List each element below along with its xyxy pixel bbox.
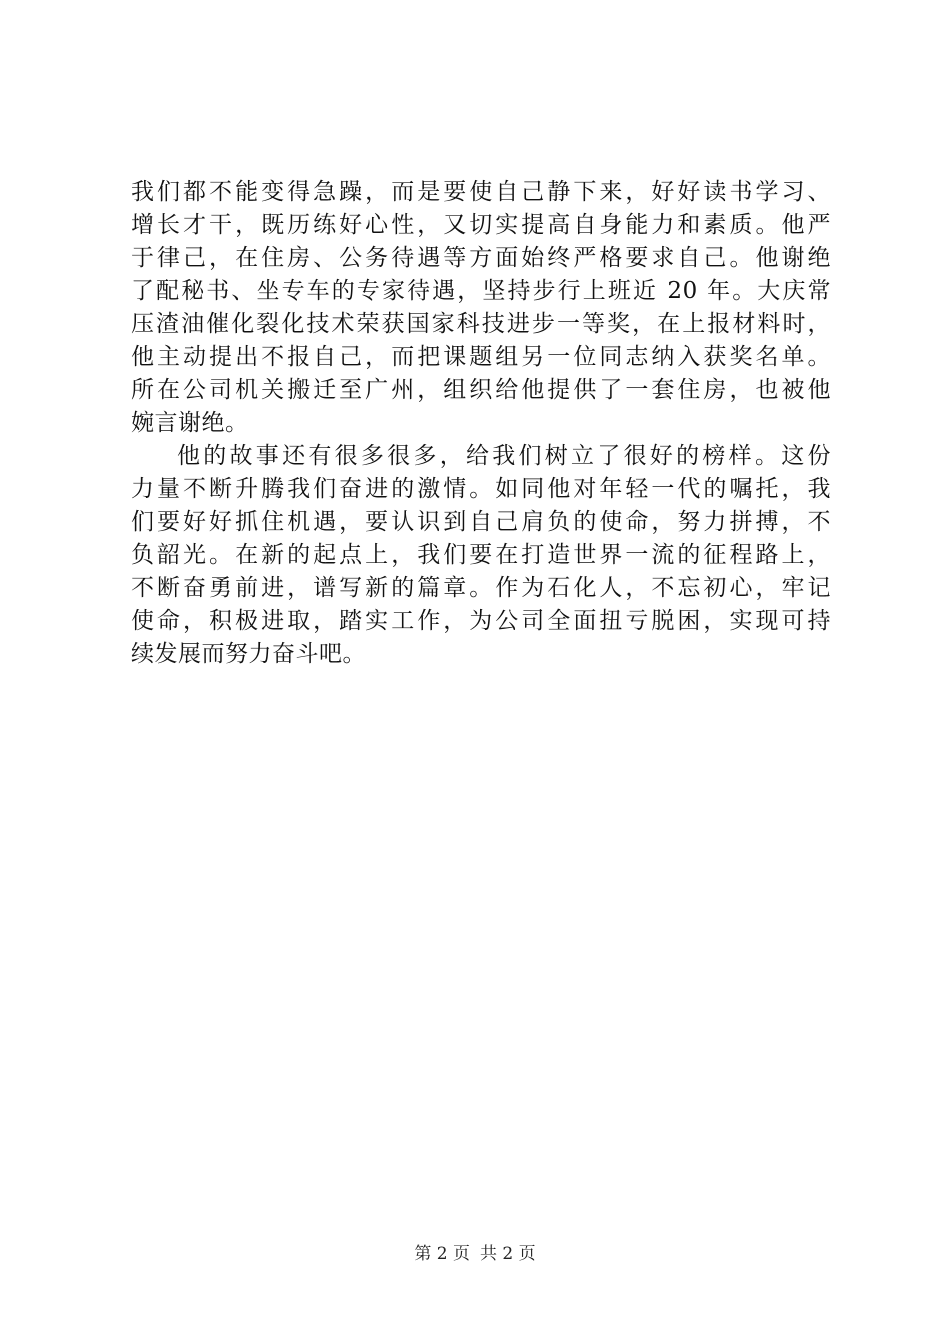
text-line: 负韶光。在新的起点上，我们要在打造世界一流的征程路上， bbox=[131, 542, 831, 568]
text-line: 婉言谢绝。 bbox=[131, 410, 249, 436]
page-total: 共 2 页 bbox=[480, 1244, 536, 1264]
text-line: 使命，积极进取，踏实工作，为公司全面扭亏脱困，实现可持 bbox=[131, 608, 831, 634]
text-line: 于律己，在住房、公务待遇等方面始终严格要求自己。他谢绝 bbox=[131, 245, 831, 271]
text-line: 我们都不能变得急躁，而是要使自己静下来，好好读书学习、 bbox=[131, 179, 831, 205]
text-line: 压渣油催化裂化技术荣获国家科技进步一等奖，在上报材料时， bbox=[131, 311, 831, 337]
text-line: 不断奋勇前进，谱写新的篇章。作为石化人，不忘初心，牢记 bbox=[131, 575, 831, 601]
body-text bbox=[131, 176, 831, 671]
page-number: 第 2 页 bbox=[414, 1244, 470, 1264]
text-line: 他的故事还有很多很多，给我们树立了很好的榜样。这份 bbox=[177, 443, 831, 469]
text-line: 续发展而努力奋斗吧。 bbox=[131, 641, 366, 667]
text-line: 了配秘书、坐专车的专家待遇，坚持步行上班近 20 年。大庆常 bbox=[131, 278, 831, 304]
page-footer bbox=[0, 1242, 950, 1266]
text-line: 力量不断升腾我们奋进的激情。如同他对年轻一代的嘱托，我 bbox=[131, 476, 831, 502]
text-line: 增长才干，既历练好心性，又切实提高自身能力和素质。他严 bbox=[131, 212, 831, 238]
text-line: 所在公司机关搬迁至广州，组织给他提供了一套住房，也被他 bbox=[131, 377, 831, 403]
text-line: 他主动提出不报自己，而把课题组另一位同志纳入获奖名单。 bbox=[131, 344, 831, 370]
text-line: 们要好好抓住机遇，要认识到自己肩负的使命，努力拼搏，不 bbox=[131, 509, 831, 535]
